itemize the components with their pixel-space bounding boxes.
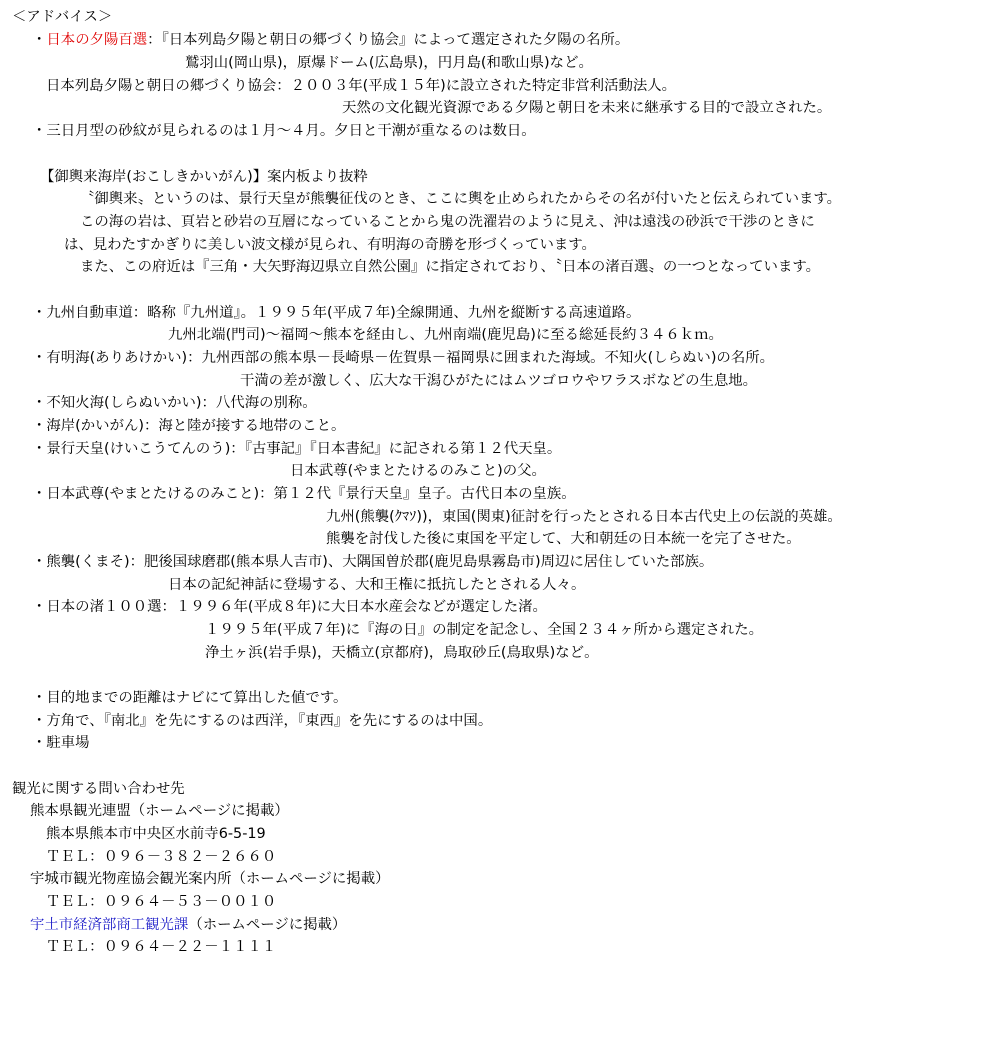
- glossary-line: 熊襲を討伐した後に東国を平定して、大和朝廷の日本統一を完了させた。: [326, 531, 801, 547]
- glossary-line: 日本武尊(やまとたけるのみこと)の父。: [290, 463, 546, 479]
- contact-tel: ＴＥＬ：０９６４－２２－１１１１: [46, 939, 277, 955]
- contact-tel: ＴＥＬ：０９６－３８２－２６６０: [46, 849, 277, 865]
- glossary-line: 干満の差が激しく、広大な干潟ひがたにはムツゴロウやワラスボなどの生息地。: [240, 373, 758, 389]
- yuhi-association-line2: 天然の文化観光資源である夕陽と朝日を未来に継承する目的で設立された。: [342, 100, 832, 116]
- note-line: ・駐車場: [32, 735, 90, 751]
- note-line: ・目的地までの距離はナビにて算出した値です。: [32, 690, 348, 706]
- glossary-line: ・九州自動車道：略称『九州道』。１９９５年(平成７年)全線開通、九州を縦断する高速道路。: [32, 305, 641, 321]
- glossary-line: ・日本武尊(やまとたけるのみこと)：第１２代『景行天皇』皇子。古代日本の皇族。: [32, 486, 576, 502]
- signboard-paragraph-2a: この海の岩は、頁岩と砂岩の互層になっていることから鬼の洗濯岩のように見え、沖は遠浅の砂浜で干渉のときに: [80, 214, 815, 230]
- signboard-paragraph-2b: は、見わたすかぎりに美しい波文様が見られ、有明海の奇勝を形づくっています。: [64, 237, 596, 253]
- signboard-paragraph-1: 〝御輿来〟というのは、景行天皇が熊襲征伐のとき、ここに輿を止められたからその名が付いたと伝えられています。: [80, 191, 841, 207]
- contact-org-uto: 宇土市経済部商工観光課（ホームページに掲載）: [30, 917, 347, 933]
- glossary-line: ・熊襲(くまそ)：肥後国球磨郡(熊本県人吉市)、大隅国曽於郡(鹿児島県霧島市)周辺に居住していた部族。: [32, 554, 714, 570]
- signboard-title: 【御輿来海岸(おこしきかいがん)】案内板より抜粋: [40, 169, 368, 185]
- contact-org-uki: 宇城市観光物産協会観光案内所（ホームページに掲載）: [30, 871, 390, 887]
- glossary-line: ・日本の渚１００選：１９９６年(平成８年)に大日本水産会などが選定した渚。: [32, 599, 547, 615]
- contact-heading: 観光に関する問い合わせ先: [12, 781, 185, 797]
- signboard-paragraph-3: また、この府近は『三角・大矢野海辺県立自然公園』に指定されており、〝日本の渚百選〟の一つとなっています。: [80, 259, 820, 275]
- glossary-line: 日本の記紀神話に登場する、大和王権に抵抗したとされる人々。: [168, 577, 586, 593]
- contact-address: 熊本県熊本市中央区水前寺6-5-19: [46, 826, 266, 842]
- glossary-line: ・景行天皇(けいこうてんのう)：『古事記』『日本書紀』に記される第１２代天皇。: [32, 441, 562, 457]
- contact-org-kumamoto: 熊本県観光連盟（ホームページに掲載）: [30, 803, 289, 819]
- yuhi-definition: ・日本の夕陽百選：『日本列島夕陽と朝日の郷づくり協会』によって選定された夕陽の名所。: [32, 32, 630, 48]
- yuhi-term: 日本の夕陽百選: [46, 32, 148, 48]
- note-line: ・方角で、『南北』を先にするのは西洋，『東西』を先にするのは中国。: [32, 713, 493, 729]
- glossary-line: 九州(熊襲(ｸﾏｿ))，東国(関東)征討を行ったとされる日本古代史上の伝説的英雄。: [326, 509, 842, 525]
- glossary-line: 浄土ヶ浜(岩手県)，天橋立(京都府)，鳥取砂丘(鳥取県)など。: [205, 645, 599, 661]
- glossary-line: ・不知火海(しらぬいかい)：八代海の別称。: [32, 395, 317, 411]
- uto-city-link[interactable]: 宇土市経済部商工観光課: [30, 917, 189, 933]
- advice-heading: ＜アドバイス＞: [12, 9, 113, 25]
- yuhi-association-line1: 日本列島夕陽と朝日の郷づくり協会：２００３年(平成１５年)に設立された特定非営利活動法人。: [46, 78, 677, 94]
- glossary-line: ・有明海(ありあけかい)：九州西部の熊本県－長崎県－佐賀県－福岡県に囲まれた海域。不知火(しらぬい)の名所。: [32, 350, 774, 366]
- glossary-line: １９９５年(平成７年)に『海の日』の制定を記念し、全国２３４ヶ所から選定された。: [205, 622, 764, 638]
- contact-tel: ＴＥＬ：０９６４－５３－００１０: [46, 894, 277, 910]
- yuhi-examples: 鷲羽山(岡山県)，原爆ドーム(広島県)，円月島(和歌山県)など。: [185, 55, 593, 71]
- mikazuki-note: ・三日月型の砂紋が見られるのは１月～４月。夕日と干潮が重なるのは数日。: [32, 123, 536, 139]
- glossary-line: ・海岸(かいがん)：海と陸が接する地帯のこと。: [32, 418, 346, 434]
- glossary-line: 九州北端(門司)～福岡～熊本を経由し、九州南端(鹿児島)に至る総延長約３４６ｋｍ。: [168, 327, 723, 343]
